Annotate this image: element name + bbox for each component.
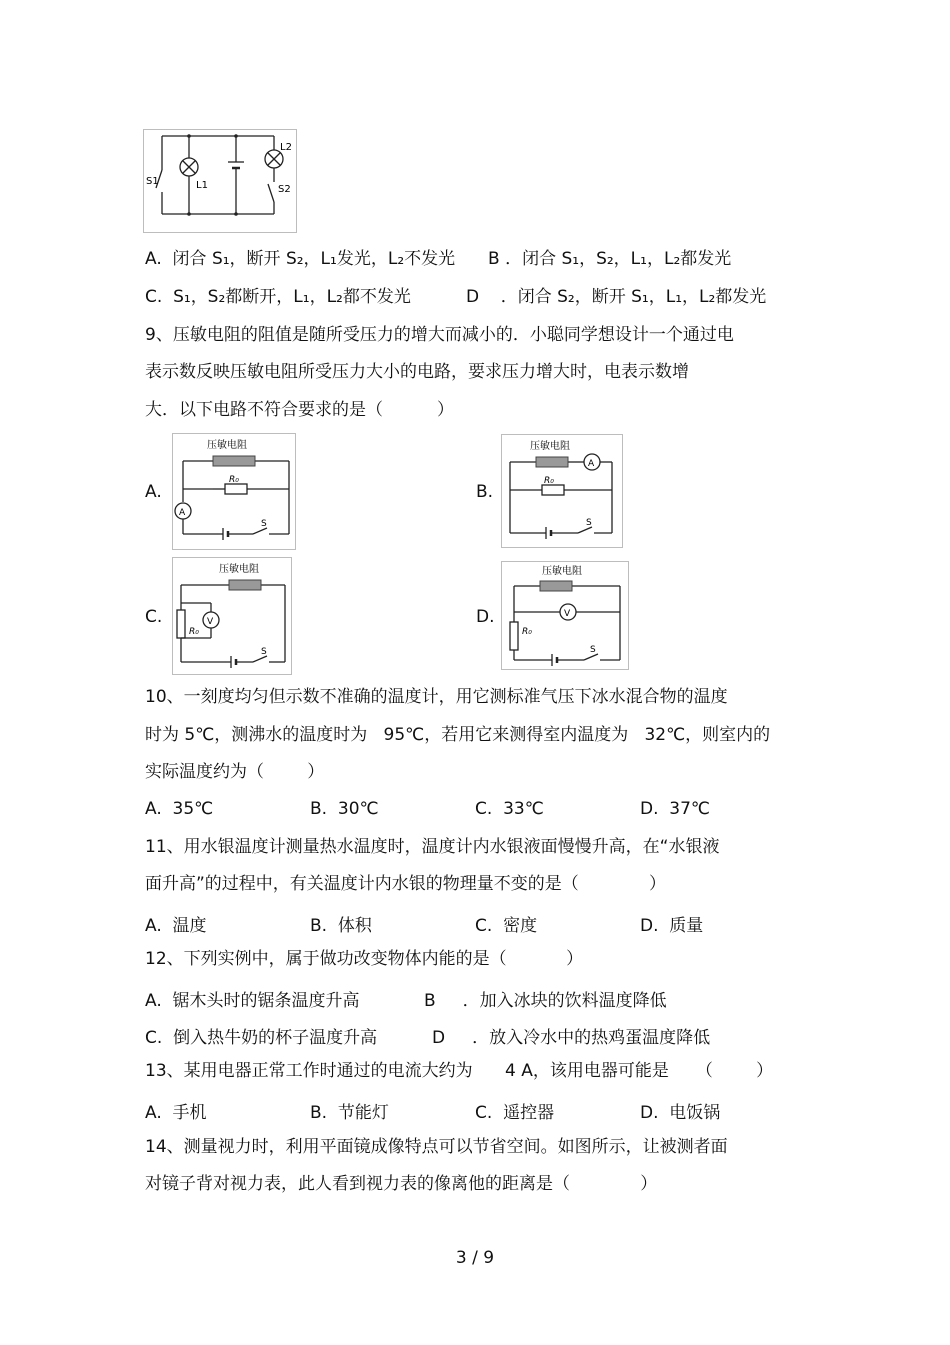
q9a-ammeter-label: A <box>179 508 186 518</box>
q8-circuit-figure <box>143 129 297 233</box>
q8-s2-label: S2 <box>278 184 291 195</box>
q9a-switch-label: S <box>261 519 267 529</box>
q9b-switch-label: S <box>586 518 592 528</box>
q9-label-c: C. <box>145 607 163 627</box>
q9-figure-d <box>501 561 629 670</box>
q11-option-d: D. 质量 <box>640 916 704 936</box>
q9-line-3: 大．以下电路不符合要求的是（ ） <box>145 400 455 420</box>
q10-option-b: B. 30℃ <box>310 799 379 819</box>
q9c-sensor-label: 压敏电阻 <box>219 564 259 575</box>
q13-line-1: 13、某用电器正常工作时通过的电流大约为 4 A，该用电器可能是 （ ） <box>145 1061 774 1081</box>
page-number: 3 / 9 <box>455 1248 495 1268</box>
q9-line-1: 9、压敏电阻的阻值是随所受压力的增大而减小的．小聪同学想设计一个通过电 <box>145 325 734 345</box>
q13-option-c: C. 遥控器 <box>475 1103 555 1123</box>
q8-option-c: C. S₁，S₂都断开，L₁，L₂都不发光 <box>145 287 411 307</box>
q9-label-d: D. <box>476 607 495 627</box>
q9d-r0-label: R₀ <box>522 627 532 637</box>
q11-line-1: 11、用水银温度计测量热水温度时，温度计内水银液面慢慢升高，在“水银液 <box>145 837 720 857</box>
q9b-ammeter-label: A <box>588 459 595 469</box>
q9b-sensor-label: 压敏电阻 <box>530 441 570 452</box>
q9a-sensor-label: 压敏电阻 <box>207 440 247 451</box>
q9-figure-c <box>172 557 292 675</box>
q9a-r0-label: R₀ <box>229 475 239 485</box>
q14-line-2: 对镜子背对视力表，此人看到视力表的像离他的距离是（ ） <box>145 1174 658 1194</box>
q11-option-c: C. 密度 <box>475 916 538 936</box>
q9-label-b: B. <box>476 482 494 502</box>
q9-label-a: A. <box>145 482 162 502</box>
q9c-switch-label: S <box>261 647 267 657</box>
q9d-voltmeter-label: V <box>564 609 571 619</box>
q10-line-2: 时为 5℃，测沸水的温度时为 95℃，若用它来测得室内温度为 32℃，则室内的 <box>145 725 771 745</box>
q12-option-c: C. 倒入热牛奶的杯子温度升高 <box>145 1028 378 1048</box>
q8-l1-label: L1 <box>196 180 208 191</box>
q12-option-d: D ．放入冷水中的热鸡蛋温度降低 <box>432 1028 711 1048</box>
q9d-switch-label: S <box>590 645 596 655</box>
q9b-r0-label: R₀ <box>544 476 554 486</box>
q9c-r0-label: R₀ <box>189 627 199 637</box>
q9c-voltmeter-label: V <box>207 617 214 627</box>
q8-option-d: D ．闭合 S₂，断开 S₁，L₁，L₂都发光 <box>466 287 767 307</box>
q10-option-a: A. 35℃ <box>145 799 214 819</box>
q13-option-a: A. 手机 <box>145 1103 207 1123</box>
q13-option-b: B. 节能灯 <box>310 1103 389 1123</box>
q11-option-b: B. 体积 <box>310 916 372 936</box>
q10-line-3: 实际温度约为（ ） <box>145 762 325 782</box>
q8-l2-label: L2 <box>280 142 292 153</box>
q9-line-2: 表示数反映压敏电阻所受压力大小的电路，要求压力增大时，电表示数增 <box>145 362 689 382</box>
q10-option-c: C. 33℃ <box>475 799 544 819</box>
q9-figure-b <box>501 434 623 548</box>
q12-option-b: B ．加入冰块的饮料温度降低 <box>424 991 667 1011</box>
q8-s1-label: S1 <box>146 176 159 187</box>
q13-option-d: D. 电饭锅 <box>640 1103 721 1123</box>
q9d-sensor-label: 压敏电阻 <box>542 566 582 577</box>
q12-line-1: 12、下列实例中，属于做功改变物体内能的是（ ） <box>145 949 584 969</box>
q8-option-b: B ．闭合 S₁，S₂，L₁，L₂都发光 <box>488 249 732 269</box>
q10-line-1: 10、一刻度均匀但示数不准确的温度计，用它测标准气压下冰水混合物的温度 <box>145 687 728 707</box>
q11-option-a: A. 温度 <box>145 916 207 936</box>
q11-line-2: 面升高”的过程中，有关温度计内水银的物理量不变的是（ ） <box>145 874 667 894</box>
q12-option-a: A. 锯木头时的锯条温度升高 <box>145 991 360 1011</box>
q8-option-a: A. 闭合 S₁，断开 S₂，L₁发光，L₂不发光 <box>145 249 456 269</box>
q10-option-d: D. 37℃ <box>640 799 711 819</box>
q9-figure-a <box>172 433 296 550</box>
q14-line-1: 14、测量视力时，利用平面镜成像特点可以节省空间。如图所示，让被测者面 <box>145 1137 728 1157</box>
